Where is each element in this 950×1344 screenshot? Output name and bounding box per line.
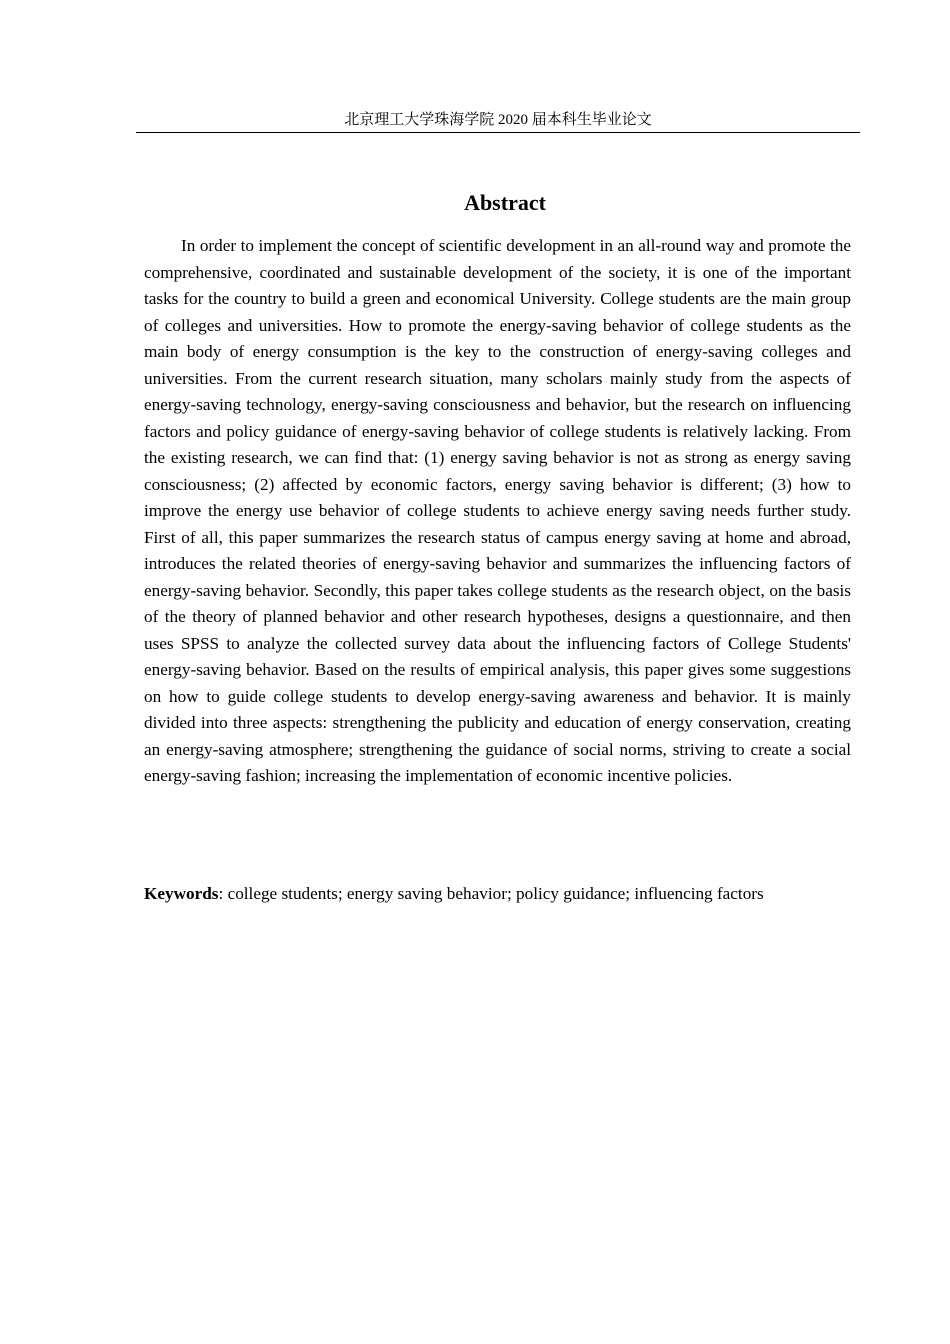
keywords-line <box>144 881 866 908</box>
keywords-text: college students; energy saving behavior; policy guidance; influencing factors <box>227 884 764 903</box>
keywords-label: Keywords <box>144 884 219 903</box>
abstract-body: In order to implement the concept of scientific development in an all-round way and promote the comprehensive, coordinated and sustainable development of the society, it is one of the important tasks for the country to build a green and economical University. College students are the main group of colleges and universities. How to promote the energy-saving behavior of college students as the main body of energy consumption is the key to the construction of energy-saving colleges and universities. From the current research situation, many scholars mainly study from the aspects of energy-saving technology, energy-saving consciousness and behavior, but the research on influencing factors and policy guidance of energy-saving behavior of college students is relatively lacking. From the existing research, we can find that: (1) energy saving behavior is not as strong as energy saving consciousness; (2) affected by economic factors, energy saving behavior is different; (3) how to improve the energy use behavior of college students to achieve energy saving needs further study. First of all, this paper summarizes the research status of campus energy saving at home and abroad, introduces the related theories of energy-saving behavior and summarizes the influencing factors of energy-saving behavior. Secondly, this paper takes college students as the research object, on the basis of the theory of planned behavior and other research hypotheses, designs a questionnaire, and then uses SPSS to analyze the collected survey data about the influencing factors of College Students' energy-saving behavior. Based on the results of empirical analysis, this paper gives some suggestions on how to guide college students to develop energy-saving awareness and behavior. It is mainly divided into three aspects: strengthening the publicity and education of energy conservation, creating an energy-saving atmosphere; strengthening the guidance of social norms, striving to create a social energy-saving fashion; increasing the implementation of economic incentive policies. <box>144 236 851 785</box>
page-header <box>136 110 860 133</box>
header-text: 北京理工大学珠海学院 2020 届本科生毕业论文 <box>344 112 652 128</box>
keywords-separator: : <box>218 884 228 903</box>
abstract-title: Abstract <box>464 190 546 215</box>
